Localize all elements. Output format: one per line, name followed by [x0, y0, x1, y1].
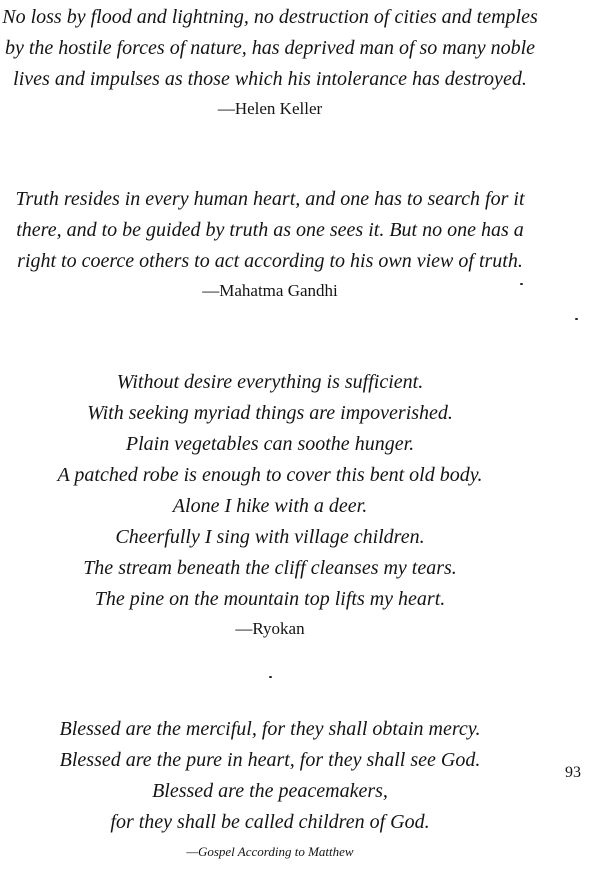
quote-mahatma-gandhi	[0, 184, 540, 303]
quote-attribution: —Ryokan	[235, 619, 305, 638]
poem-line: With seeking myriad things are impoverished.	[87, 402, 453, 424]
quote-line: right to coerce others to act according to his own view of truth.	[17, 250, 523, 272]
quote-line: by the hostile forces of nature, has deprived man of so many noble	[4, 37, 536, 59]
poem-line: Plain vegetables can soothe hunger.	[125, 433, 415, 455]
quote-line: Blessed are the peacemakers,	[152, 780, 388, 802]
poem-line: The stream beneath the cliff cleanses my tears.	[83, 557, 457, 579]
poem-line: Cheerfully I sing with village children.	[115, 526, 425, 548]
quote-helen-keller	[0, 2, 540, 121]
poem-line: The pine on the mountain top lifts my heart.	[94, 588, 446, 610]
poem-line: A patched robe is enough to cover this bent old body.	[57, 464, 483, 486]
poem-ryokan	[0, 367, 540, 641]
scan-speck	[575, 318, 578, 320]
quote-line: Blessed are the pure in heart, for they shall see God.	[59, 749, 481, 771]
quote-line: there, and to be guided by truth as one sees it. But no one has a	[16, 219, 524, 241]
poem-line: Alone I hike with a deer.	[172, 495, 368, 517]
quote-line: lives and impulses as those which his intolerance has destroyed.	[13, 68, 527, 90]
page-number: 93	[565, 764, 581, 781]
scan-speck	[520, 283, 523, 285]
scan-speck	[269, 676, 272, 678]
quote-line: Blessed are the merciful, for they shall obtain mercy.	[59, 718, 481, 740]
poem-line: Without desire everything is sufficient.	[116, 371, 424, 393]
quote-line: No loss by flood and lightning, no destruction of cities and temples	[2, 6, 538, 28]
quote-gospel-matthew	[0, 714, 540, 863]
quote-attribution: —Gospel According to Matthew	[186, 844, 354, 859]
quote-line: Truth resides in every human heart, and one has to search for it	[15, 188, 525, 210]
quote-attribution: —Helen Keller	[217, 99, 323, 118]
quote-attribution: —Mahatma Gandhi	[202, 281, 338, 300]
quote-line: for they shall be called children of God.	[110, 811, 430, 833]
